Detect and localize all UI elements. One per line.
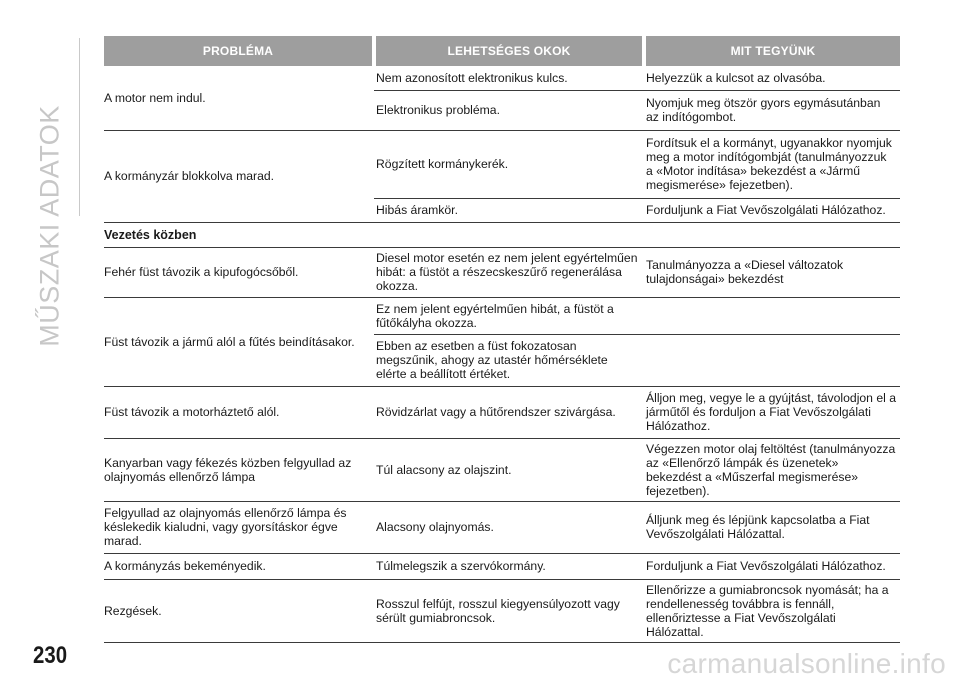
problem-cell: A kormányzás bekeményedik. xyxy=(104,553,374,579)
table-row xyxy=(104,501,900,553)
cause-cell: Nem azonosított elektronikus kulcs. xyxy=(374,66,644,90)
page-number: 230 xyxy=(33,642,68,669)
cause-cell: Ebben az esetben a füst fokozatosan megszűnik, ahogy az utastér hőmérséklete elérte a beállított értéket. xyxy=(374,334,644,386)
action-cell: Álljon meg, vegye le a gyújtást, távolodjon el a járműtől és forduljon a Fiat Vevőszolgálati Hálózathoz. xyxy=(644,386,900,438)
troubleshooting-table xyxy=(104,36,900,643)
table-header-row xyxy=(104,36,900,66)
table-row xyxy=(104,438,900,501)
action-cell: Nyomjuk meg ötször gyors egymásutánban az indítógombot. xyxy=(644,90,900,130)
section-row xyxy=(104,222,900,247)
table-row xyxy=(104,247,900,297)
action-cell: Forduljunk a Fiat Vevőszolgálati Hálózathoz. xyxy=(644,553,900,579)
action-cell: Ellenőrizze a gumiabroncsok nyomását; ha a rendellenesség továbbra is fennáll, ellenőriztesse a Fiat Vevőszolgálati Hálózattal. xyxy=(644,579,900,642)
table-row xyxy=(104,386,900,438)
cause-cell: Diesel motor esetén ez nem jelent egyértelműen hibát: a füstöt a részecskeszűrő regenerálása okozza. xyxy=(374,247,644,297)
action-cell: Álljunk meg és lépjünk kapcsolatba a Fiat Vevőszolgálati Hálózattal. xyxy=(644,501,900,553)
problem-cell: Fehér füst távozik a kipufogócsőből. xyxy=(104,247,374,297)
problem-cell: A kormányzár blokkolva marad. xyxy=(104,130,374,222)
action-cell: Forduljunk a Fiat Vevőszolgálati Hálózathoz. xyxy=(644,198,900,222)
action-cell: Helyezzük a kulcsot az olvasóba. xyxy=(644,66,900,90)
cause-cell: Elektronikus probléma. xyxy=(374,90,644,130)
action-cell: Fordítsuk el a kormányt, ugyanakkor nyomjuk meg a motor indítógombját (tanulmányozzuk a «Motor indítása» bekezdést a «Jármű megismerése» fejezetben). xyxy=(644,130,900,198)
problem-cell: Rezgések. xyxy=(104,579,374,642)
cause-cell: Rögzített kormánykerék. xyxy=(374,130,644,198)
table-row xyxy=(104,553,900,579)
cause-cell: Ez nem jelent egyértelműen hibát, a füstöt a fűtőkályha okozza. xyxy=(374,297,644,334)
cause-cell: Hibás áramkör. xyxy=(374,198,644,222)
cause-cell: Alacsony olajnyomás. xyxy=(374,501,644,553)
problem-cell: Kanyarban vagy fékezés közben felgyullad az olajnyomás ellenőrző lámpa xyxy=(104,438,374,501)
header-actions: MIT TEGYÜNK xyxy=(644,36,900,66)
side-divider xyxy=(79,38,80,216)
problem-cell: Felgyullad az olajnyomás ellenőrző lámpa és késlekedik kialudni, vagy gyorsításkor égve marad. xyxy=(104,501,374,553)
header-causes: LEHETSÉGES OKOK xyxy=(374,36,644,66)
problem-cell: A motor nem indul. xyxy=(104,66,374,130)
table-row xyxy=(104,130,900,198)
problem-cell: Füst távozik a motorháztető alól. xyxy=(104,386,374,438)
problem-cell: Füst távozik a jármű alól a fűtés beindításakor. xyxy=(104,297,374,386)
watermark-text: carmanualsonline.info xyxy=(667,648,946,679)
action-cell xyxy=(644,334,900,386)
cause-cell: Túl alacsony az olajszint. xyxy=(374,438,644,501)
table-row xyxy=(104,297,900,334)
table-row xyxy=(104,579,900,642)
section-title: Vezetés közben xyxy=(104,222,900,247)
action-cell: Végezzen motor olaj feltöltést (tanulmányozza az «Ellenőrző lámpák és üzenetek» bekezdést a «Műszerfal megismerése» fejezetben). xyxy=(644,438,900,501)
cause-cell: Túlmelegszik a szervókormány. xyxy=(374,553,644,579)
cause-cell: Rövidzárlat vagy a hűtőrendszer szivárgása. xyxy=(374,386,644,438)
header-problem: PROBLÉMA xyxy=(104,36,374,66)
action-cell xyxy=(644,297,900,334)
section-side-title: MŰSZAKI ADATOK xyxy=(34,105,65,347)
table-row xyxy=(104,66,900,90)
cause-cell: Rosszul felfújt, rosszul kiegyensúlyozott vagy sérült gumiabroncsok. xyxy=(374,579,644,642)
action-cell: Tanulmányozza a «Diesel változatok tulajdonságai» bekezdést xyxy=(644,247,900,297)
